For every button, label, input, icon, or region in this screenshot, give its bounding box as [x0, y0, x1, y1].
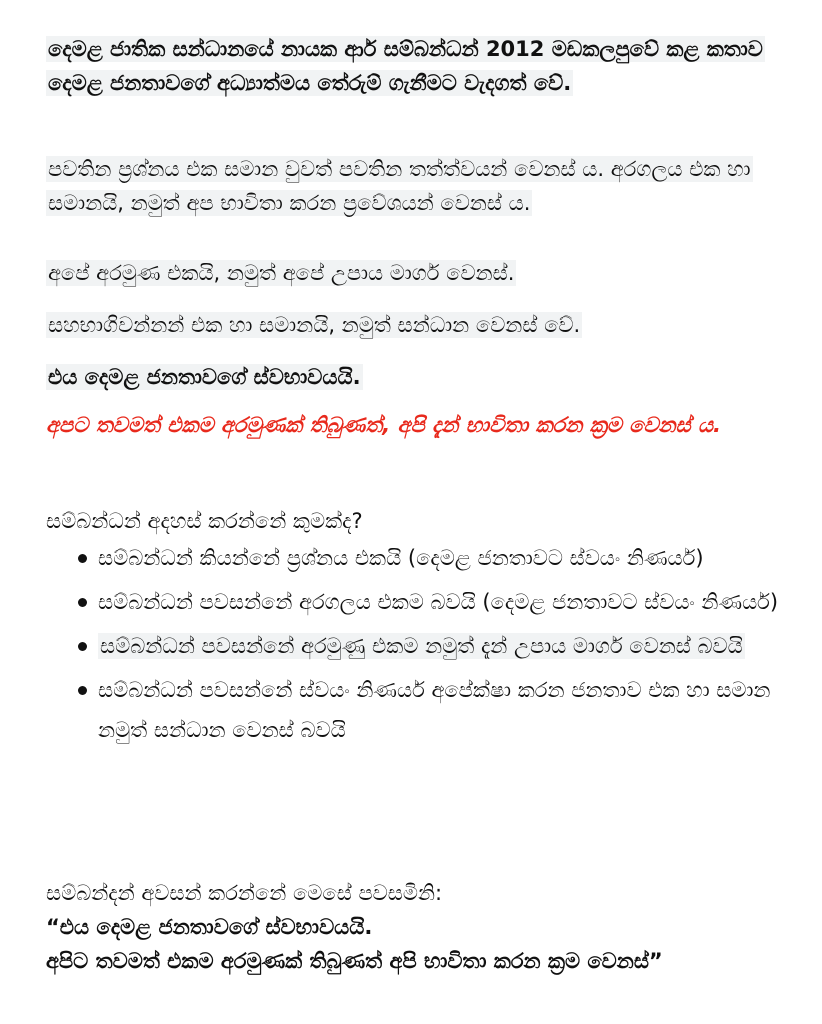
red-statement-text: අපට තවමත් එකම අරමුණක් තිබුණත්, අපි දැන් භාවිතා කරන ක්‍රම වෙනස් ය. — [46, 413, 721, 437]
bullet-icon — [78, 686, 87, 695]
bullet-icon — [78, 642, 87, 651]
list-item — [46, 670, 786, 750]
intro-paragraph — [46, 32, 786, 100]
list-item-text: සම්බන්ධන් පවසන්නේ අරමුණු එකම නමුත් දැන් උපාය මාගර් වෙනස් බවයි — [100, 634, 743, 658]
participants-text: සහභාගිවන්නන් එක හා සමානයි, නමුත් සන්ධාන වෙනස් වේ. — [48, 313, 581, 337]
list-item-text: සම්බන්ධන් පවසන්නේ අරගලය එකම බවයි (දෙමළ ජනතාවට ස්වයං නිණර්ය) — [98, 590, 779, 614]
question-text: සම්බන්ධන් අදහස් කරන්නේ කුමක්ද? — [46, 509, 363, 533]
bullet-icon — [78, 554, 87, 563]
list-item-text: සම්බන්ධන් පවසන්නේ ස්වයං නිණර්ය අපේක්ෂා කරන ජනතාව එක හා සමාන නමුත් සන්ධාන වෙනස් බවයි — [98, 678, 771, 742]
closing-quote-line-2: අපිට තවමත් එකම අරමුණක් තිබුණත් අපි භාවිතා කරන ක්‍රම වෙනස්” — [46, 949, 663, 973]
bullet-icon — [78, 598, 87, 607]
nature-text: එය දෙමළ ජනතාවගේ ස්වභාවයයි. — [48, 365, 361, 389]
paragraph-nature — [46, 360, 786, 394]
situation-text: පවතින ප්‍රශ්නය එක සමාන වුවත් පවතින තත්ත්වයන් වෙනස් ය. අරගලය එක හා සමානයි, නමුත් අප භාවිතා කරන ප්‍රවේශයන් වෙනස් ය. — [48, 157, 751, 215]
paragraph-situation — [46, 152, 786, 220]
closing-lead: සම්බන්දන් අවසන් කරන්නේ මෙසේ පවසමිනි: — [46, 881, 443, 905]
list-item — [46, 626, 786, 666]
intro-text: දෙමළ ජාතික සන්ධානයේ නායක ආර් සම්බන්ධන් 2012 මඩකලපුවේ කළ කතාව දෙමළ ජනතාවගේ අධ්‍යාත්මය තේරුම් ගැනීමට වැදගත් වේ. — [48, 37, 763, 95]
paragraph-goal — [46, 256, 786, 290]
closing-quote-block — [46, 876, 806, 978]
goal-text: අපේ අරමුණ එකයි, නමුත් අපේ උපාය මාගර් වෙනස්. — [48, 261, 515, 285]
list-item-text: සම්බන්ධන් කියන්නේ ප්‍රශ්නය එකයි (දෙමළ ජනතාවට ස්වයං නිණර්ය) — [98, 546, 704, 570]
list-item — [46, 582, 786, 622]
bullet-list — [46, 538, 786, 754]
question-heading — [46, 504, 786, 538]
paragraph-participants — [46, 308, 786, 342]
highlighted-red-statement — [46, 408, 786, 442]
closing-quote-line-1: “එය දෙමළ ජනතාවගේ ස්වභාවයයි. — [46, 915, 373, 939]
list-item — [46, 538, 786, 578]
